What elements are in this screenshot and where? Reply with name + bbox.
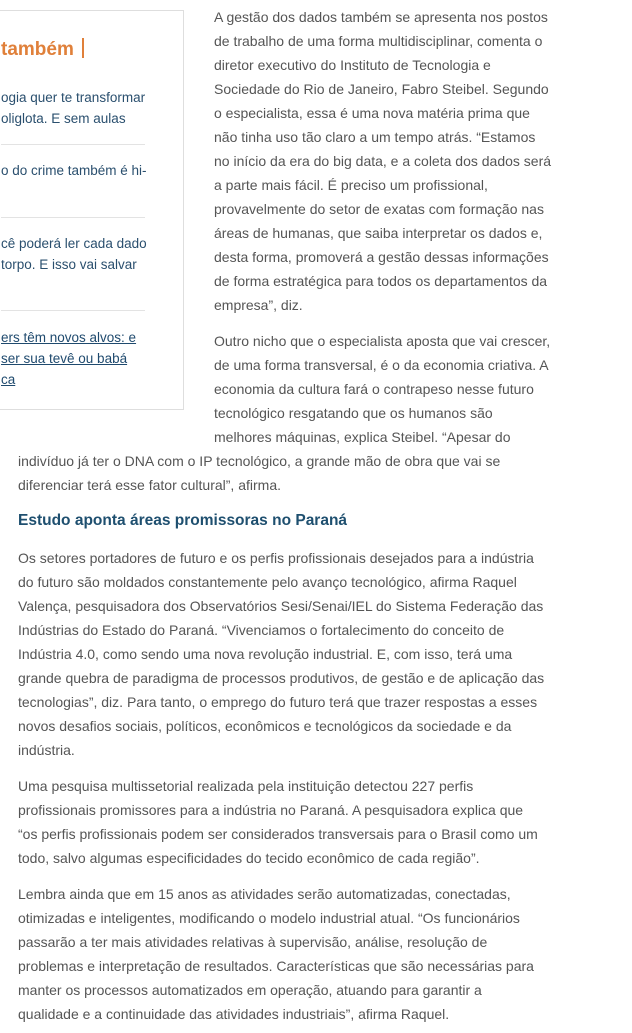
article-paragraph-5 [18,882,534,1026]
related-link-3-line: torpo. E isso vai salvar [1,257,137,272]
related-link-2[interactable] [1,160,165,181]
article-paragraph-4 [18,774,538,870]
paragraph-line: Indústria 4.0, como sendo uma nova revolução industrial. E, com isso, terá uma [18,646,513,662]
paragraph-line: Outro nicho que o especialista aposta que vai crescer, [214,333,551,349]
title-accent-bar [82,38,84,58]
related-link-3-line: cê poderá ler cada dado [1,236,147,251]
paragraph-line: todo, salvo algumas especificidades do tecido econômico de cada região”. [18,850,480,866]
related-divider [1,217,145,218]
paragraph-line: indústria. [18,742,75,758]
paragraph-line: desta forma, promoverá a gestão dessas informações [214,249,549,265]
paragraph-line: Lembra ainda que em 15 anos as atividades serão automatizadas, conectadas, [18,886,511,902]
paragraph-line: economia da cultura fará o contrapeso nesse futuro [214,381,534,397]
related-link-2-line: o do crime também é hi- [1,163,147,178]
paragraph-line: melhores máquinas, explica Steibel. “Apesar do [214,429,511,445]
article-paragraph-2-continued [18,449,500,497]
related-link-1-line: ogia quer te transformar [1,90,146,105]
paragraph-line: grande quebra de paradigma de processos produtivos, de gestão e de aplicação das [18,670,545,686]
related-link-4[interactable] [1,327,165,390]
section-heading: Estudo aponta áreas promissoras no Paraná [18,512,348,529]
paragraph-line: de uma forma transversal, é o da economia criativa. A [214,357,549,373]
paragraph-line: de forma estratégica para todos os departamentos da [214,273,548,289]
paragraph-line: Valença, pesquisadora dos Observatórios Sesi/Senai/IEL do Sistema Federação das [18,598,544,614]
paragraph-line: diferenciar terá esse fator cultural”, afirma. [18,477,281,493]
paragraph-line: do futuro são moldados constantemente pelo avanço tecnológico, afirma Raquel [18,574,517,590]
paragraph-line: indivíduo já ter o DNA com o IP tecnológico, a grande mão de obra que vai se [18,453,501,469]
paragraph-line: qualidade e a continuidade das atividades industriais”, afirma Raquel. [18,1006,450,1022]
related-link-1[interactable] [1,87,165,129]
paragraph-line: provavelmente do setor de exatas com formação nas [214,201,544,217]
paragraph-line: de trabalho de uma forma multidisciplinar, comenta o [214,33,543,49]
paragraph-line: problemas e interpretação de resultados. Características que são necessárias para [18,958,534,974]
paragraph-line: Indústrias do Estado do Paraná. “Vivenciamos o fortalecimento do conceito de [18,622,505,638]
paragraph-line: Uma pesquisa multissetorial realizada pela instituição detectou 227 perfis [18,778,474,794]
paragraph-line: Os setores portadores de futuro e os perfis profissionais desejados para a indústria [18,550,534,566]
related-articles-box [0,10,184,410]
article-paragraph-3 [18,546,544,762]
paragraph-line: otimizadas e inteligentes, modificando o modelo industrial atual. “Os funcionários [18,910,520,926]
article-paragraph-2 [214,329,550,449]
paragraph-line: no início da era do big data, e a coleta dos dados será [214,153,552,169]
paragraph-line: diretor executivo do Instituto de Tecnologia e [214,57,491,73]
related-link-1-line: oliglota. E sem aulas [1,111,126,126]
paragraph-line: Sociedade do Rio de Janeiro, Fabro Steibel. Segundo [214,81,549,97]
paragraph-line: o especialista, essa é uma nova matéria prima que [214,105,530,121]
related-link-3[interactable] [1,233,165,275]
paragraph-line: a parte mais fácil. É preciso um profissional, [214,177,488,193]
paragraph-line: manter os processos automatizados em operação, atuando para garantir a [18,982,482,998]
paragraph-line: não tinha uso tão claro a um tempo atrás. “Estamos [214,129,536,145]
related-link-4-line: ers têm novos alvos: e [1,330,137,345]
related-box-title [1,38,84,61]
paragraph-line: empresa”, diz. [214,297,303,313]
paragraph-line: áreas de humanas, que saiba interpretar os dados e, [214,225,543,241]
article-paragraph-1 [214,5,551,317]
paragraph-line: “os perfis profissionais podem ser considerados transversais para o Brasil como um [18,826,538,842]
related-link-4-line: ca [1,372,16,387]
related-link-4-line: ser sua tevê ou babá [1,351,128,366]
paragraph-line: profissionais promissores para a indústria no Paraná. A pesquisadora explica que [18,802,524,818]
paragraph-line: tecnológico resgatando que os humanos são [214,405,493,421]
paragraph-line: novos desafios sociais, políticos, econômicos e tecnológicos da sociedade e da [18,718,512,734]
paragraph-line: A gestão dos dados também se apresenta nos postos [214,9,548,25]
paragraph-line: tecnologias”, diz. Para tanto, o emprego do futuro terá que trazer respostas a esses [18,694,538,710]
paragraph-line: passarão a ter mais atividades relativas à supervisão, análise, resolução de [18,934,488,950]
related-box-title-text: também [1,39,74,60]
related-divider [1,144,145,145]
related-divider [1,310,145,311]
